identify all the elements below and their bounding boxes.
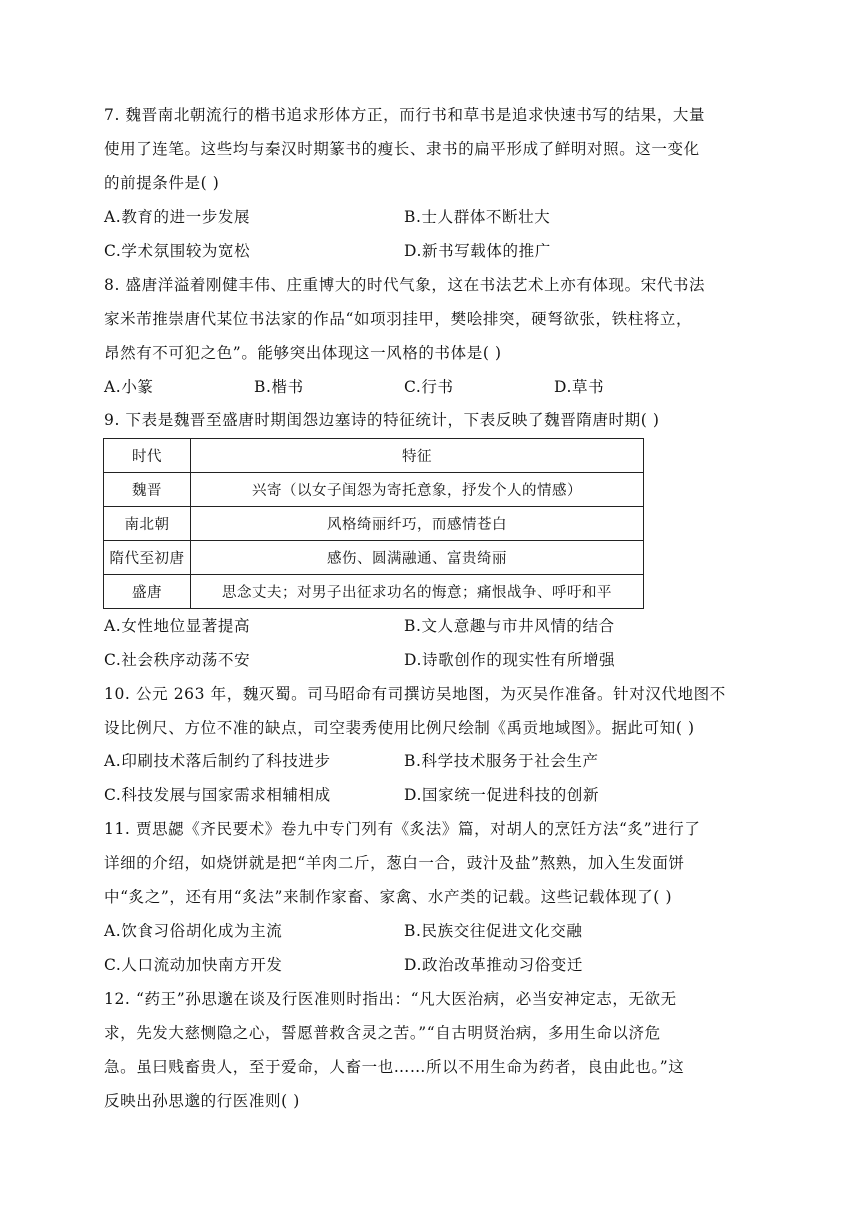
q11-option-d[interactable]: D.政治改革推动习俗变迁 [404, 956, 584, 974]
q11-line-1: 11. 贾思勰《齐民要术》卷九中专门列有《炙法》篇，对胡人的烹饪方法“炙”进行了 [104, 820, 701, 838]
table-cell-feature: 风格绮丽纤巧，而感情苍白 [191, 507, 644, 541]
q10-option-d[interactable]: D.国家统一促进科技的创新 [404, 786, 600, 804]
q7-line-3: 的前提条件是( ) [104, 174, 220, 192]
q8-line-1: 8. 盛唐洋溢着刚健丰伟、庄重博大的时代气象，这在书法艺术上亦有体现。宋代书法 [104, 276, 706, 294]
table-cell-era: 盛唐 [104, 575, 191, 609]
q9-option-c[interactable]: C.社会秩序动荡不安 [104, 651, 251, 669]
q9-option-b[interactable]: B.文人意趣与市井风情的结合 [404, 617, 615, 635]
q9-option-d[interactable]: D.诗歌创作的现实性有所增强 [404, 651, 616, 669]
q12-line-1: 12. “药王”孙思邈在谈及行医准则时指出：“凡大医治病，必当安神定志，无欲无 [104, 990, 677, 1008]
q7-option-b[interactable]: B.士人群体不断壮大 [404, 208, 551, 226]
q8-option-b[interactable]: B.楷书 [254, 378, 304, 396]
table-cell-era: 魏晋 [104, 473, 191, 507]
q8-option-d[interactable]: D.草书 [554, 378, 605, 396]
q7-line-1: 7. 魏晋南北朝流行的楷书追求形体方正，而行书和草书是追求快速书写的结果，大量 [104, 106, 706, 124]
q11-option-a[interactable]: A.饮食习俗胡化成为主流 [104, 922, 283, 940]
q11-line-2: 详细的介绍，如烧饼就是把“羊肉二斤，葱白一合，豉汁及盐”熬熟，加入生发面饼 [104, 854, 685, 872]
table-row [104, 575, 644, 609]
table-cell-era: 南北朝 [104, 507, 191, 541]
q10-option-b[interactable]: B.科学技术服务于社会生产 [404, 752, 599, 770]
q8-option-c[interactable]: C.行书 [404, 378, 454, 396]
table-row [104, 507, 644, 541]
q11-option-c[interactable]: C.人口流动加快南方开发 [104, 956, 283, 974]
table-row [104, 541, 644, 575]
q7-option-a[interactable]: A.教育的进一步发展 [104, 208, 251, 226]
q12-line-3: 急。虽曰贱畜贵人，至于爱命，人畜一也……所以不用生命为药者，良由此也。”这 [104, 1058, 685, 1076]
table-header-row [104, 439, 644, 473]
table-cell-feature: 兴寄（以女子闺怨为寄托意象，抒发个人的情感） [191, 473, 644, 507]
q11-line-3: 中“炙之”，还有用“炙法”来制作家畜、家禽、水产类的记载。这些记载体现了( ) [104, 888, 673, 906]
q10-option-a[interactable]: A.印刷技术落后制约了科技进步 [104, 752, 331, 770]
q8-line-3: 昂然有不可犯之色”。能够突出体现这一风格的书体是( ) [104, 344, 502, 362]
q12-line-2: 求，先发大慈恻隐之心，誓愿普救含灵之苦。”“自古明贤治病，多用生命以济危 [104, 1024, 661, 1042]
q7-line-2: 使用了连笔。这些均与秦汉时期篆书的瘦长、隶书的扁平形成了鲜明对照。这一变化 [104, 140, 700, 158]
q9-option-a[interactable]: A.女性地位显著提高 [104, 617, 251, 635]
q12-line-4: 反映出孙思邈的行医准则( ) [104, 1092, 300, 1110]
table-cell-feature: 感伤、圆满融通、富贵绮丽 [191, 541, 644, 575]
table-cell-feature: 思念丈夫；对男子出征求功名的悔意；痛恨战争、呼吁和平 [191, 575, 644, 609]
table-header-era: 时代 [104, 439, 191, 473]
q10-option-c[interactable]: C.科技发展与国家需求相辅相成 [104, 786, 331, 804]
q10-line-2: 设比例尺、方位不准的缺点，司空裴秀使用比例尺绘制《禹贡地域图》。据此可知( ) [104, 719, 695, 737]
table-header-feature: 特征 [191, 439, 644, 473]
q10-line-1: 10. 公元 263 年，魏灭蜀。司马昭命有司撰访吴地图，为灭吴作准备。针对汉代地图不 [104, 685, 726, 703]
table-row [104, 473, 644, 507]
q8-option-a[interactable]: A.小篆 [104, 378, 154, 396]
q11-option-b[interactable]: B.民族交往促进文化交融 [404, 922, 583, 940]
q9-line-1: 9. 下表是魏晋至盛唐时期闺怨边塞诗的特征统计，下表反映了魏晋隋唐时期( ) [104, 411, 660, 429]
table-cell-era: 隋代至初唐 [104, 541, 191, 575]
q9-feature-table [103, 438, 644, 609]
q8-line-2: 家米芾推崇唐代某位书法家的作品“如项羽挂甲，樊哙排突，硬弩欲张，铁柱将立， [104, 310, 693, 328]
q7-option-d[interactable]: D.新书写载体的推广 [404, 242, 551, 260]
q7-option-c[interactable]: C.学术氛围较为宽松 [104, 242, 251, 260]
